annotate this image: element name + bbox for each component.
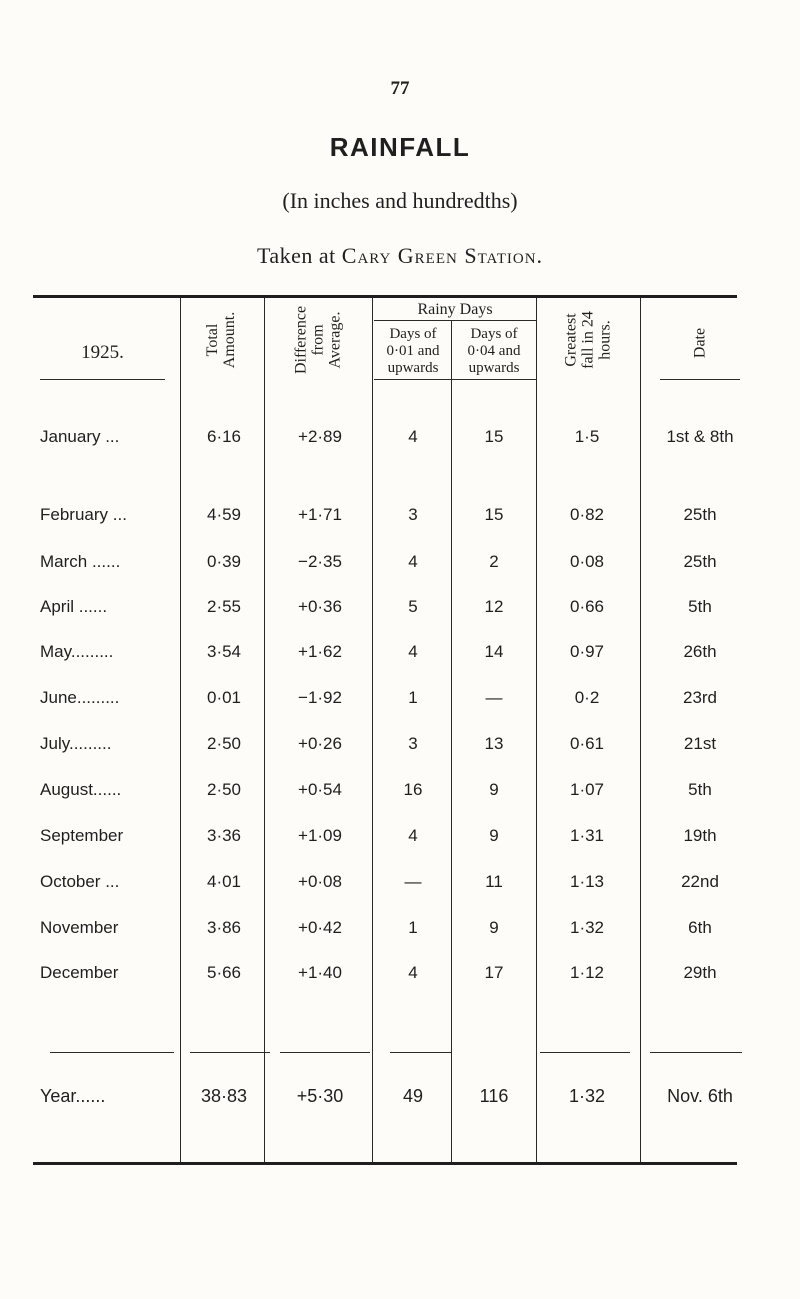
- station-prefix: Taken at: [256, 243, 342, 268]
- total-rule: [280, 1052, 370, 1053]
- header-rule: [660, 379, 740, 380]
- month-cell: September: [40, 826, 124, 845]
- date-cell: 23rd: [682, 688, 718, 707]
- table-row: [0, 872, 800, 902]
- days-004-cell: —: [485, 688, 503, 707]
- total-cell: 2·50: [206, 734, 242, 753]
- station-name: Cary Green Station.: [341, 243, 544, 268]
- table-row: [0, 826, 800, 856]
- days-004-cell: 9: [489, 918, 499, 937]
- total-rule: [50, 1052, 174, 1053]
- header-difference-line: from: [309, 324, 327, 356]
- month-cell: January ...: [40, 427, 120, 446]
- days-001-cell: 3: [408, 505, 418, 524]
- header-days-001-line: 0·01 and: [386, 343, 440, 359]
- days-004-cell: 14: [484, 642, 504, 661]
- year-greatest-cell: 1·32: [568, 1086, 606, 1106]
- date-cell: 5th: [688, 780, 712, 799]
- page-title: RAINFALL: [329, 132, 471, 162]
- header-total: [204, 312, 238, 368]
- greatest-cell: 0·82: [569, 505, 605, 524]
- header-difference-line: Difference: [292, 305, 310, 375]
- difference-cell: +1·71: [298, 505, 342, 524]
- total-cell: 2·55: [206, 597, 242, 616]
- month-cell: June.........: [40, 688, 120, 707]
- greatest-cell: 1·13: [569, 872, 605, 891]
- total-cell: 5·66: [206, 963, 242, 982]
- days-004-cell: 15: [484, 427, 504, 446]
- days-001-cell: 3: [408, 734, 418, 753]
- days-001-cell: 1: [408, 918, 418, 937]
- days-004-cell: 9: [489, 780, 499, 799]
- month-cell: August......: [40, 780, 122, 799]
- total-cell: 3·86: [206, 918, 242, 937]
- days-004-cell: 11: [485, 872, 503, 891]
- month-cell: November: [40, 918, 119, 937]
- days-001-cell: 4: [408, 963, 418, 982]
- days-004-cell: 2: [489, 552, 499, 571]
- days-004-cell: 15: [484, 505, 504, 524]
- total-cell: 2·50: [206, 780, 242, 799]
- greatest-cell: 0·08: [569, 552, 605, 571]
- difference-cell: +0·54: [298, 780, 342, 799]
- greatest-cell: 0·61: [569, 734, 605, 753]
- month-cell: October ...: [40, 872, 120, 891]
- date-cell: 5th: [688, 597, 712, 616]
- header-date: [692, 328, 709, 358]
- difference-cell: +1·62: [298, 642, 342, 661]
- difference-cell: +0·36: [298, 597, 342, 616]
- station-line: [0, 243, 800, 269]
- date-cell: 26th: [683, 642, 717, 661]
- days-001-cell: —: [404, 872, 422, 891]
- days-001-cell: 4: [408, 642, 418, 661]
- difference-cell: −1·92: [298, 688, 342, 707]
- table-row: [0, 552, 800, 582]
- table-row: [0, 597, 800, 627]
- header-days-001-line: upwards: [387, 360, 439, 376]
- total-rule: [390, 1052, 452, 1053]
- days-001-cell: 16: [403, 780, 423, 799]
- greatest-cell: 1·32: [569, 918, 605, 937]
- header-total-line: Total: [204, 323, 221, 357]
- date-cell: 19th: [683, 826, 717, 845]
- total-cell: 3·54: [206, 642, 242, 661]
- header-days-004: [452, 326, 536, 377]
- difference-cell: +0·26: [298, 734, 342, 753]
- table-row: [0, 734, 800, 764]
- header-difference-line: Average.: [326, 311, 344, 369]
- table-row: [0, 780, 800, 810]
- header-total-line: Amount.: [221, 311, 238, 369]
- month-cell: February ...: [40, 505, 127, 524]
- header-year: 1925.: [81, 342, 124, 363]
- greatest-cell: 0·2: [574, 688, 600, 707]
- total-rule: [650, 1052, 742, 1053]
- greatest-cell: 1·31: [569, 826, 605, 845]
- date-cell: 22nd: [681, 872, 719, 891]
- greatest-cell: 0·97: [569, 642, 605, 661]
- year-total-cell: 38·83: [200, 1086, 248, 1106]
- month-cell: April ......: [40, 597, 108, 616]
- days-004-cell: 12: [484, 597, 504, 616]
- table-row: [0, 642, 800, 672]
- header-days-004-line: upwards: [468, 360, 520, 376]
- table-row: [0, 688, 800, 718]
- table-top-rule: [33, 295, 737, 298]
- greatest-cell: 1·07: [569, 780, 605, 799]
- header-rule: [374, 379, 536, 380]
- difference-cell: +1·40: [298, 963, 342, 982]
- days-001-cell: 4: [408, 552, 418, 571]
- difference-cell: +0·42: [298, 918, 342, 937]
- year-difference-cell: +5·30: [296, 1086, 344, 1106]
- table-row: [0, 918, 800, 948]
- table-row: [0, 505, 800, 535]
- month-cell: July.........: [40, 734, 112, 753]
- header-date-line: Date: [691, 327, 709, 359]
- date-cell: 6th: [688, 918, 712, 937]
- year-days-004-cell: 116: [479, 1086, 509, 1106]
- table-row: [0, 963, 800, 993]
- header-greatest-line: fall in 24: [579, 311, 597, 369]
- subtitle: (In inches and hundredths): [282, 188, 518, 213]
- header-rainy-days: Rainy Days: [417, 301, 493, 318]
- month-cell: May.........: [40, 642, 114, 661]
- rainy-days-rule: [374, 320, 536, 321]
- total-cell: 3·36: [206, 826, 242, 845]
- greatest-cell: 0·66: [569, 597, 605, 616]
- header-greatest-line: Greatest: [562, 313, 580, 367]
- days-004-cell: 13: [484, 734, 504, 753]
- difference-cell: +1·09: [298, 826, 342, 845]
- difference-cell: +2·89: [298, 427, 342, 446]
- header-days-004-line: Days of: [470, 326, 518, 342]
- total-cell: 6·16: [206, 427, 242, 446]
- days-001-cell: 1: [408, 688, 418, 707]
- date-cell: 25th: [683, 552, 717, 571]
- table-row: [0, 427, 800, 457]
- month-cell: December: [40, 963, 119, 982]
- header-days-004-line: 0·04 and: [467, 343, 521, 359]
- year-total-row: [0, 1086, 800, 1116]
- greatest-cell: 1·12: [569, 963, 605, 982]
- header-days-001: [374, 326, 452, 377]
- difference-cell: −2·35: [298, 552, 342, 571]
- days-004-cell: 9: [489, 826, 499, 845]
- page-number: 77: [390, 78, 410, 99]
- header-difference: [293, 306, 344, 374]
- header-rule: [40, 379, 165, 380]
- year-label-cell: Year......: [40, 1086, 106, 1106]
- difference-cell: +0·08: [298, 872, 342, 891]
- total-cell: 4·01: [206, 872, 242, 891]
- greatest-cell: 1·5: [574, 427, 600, 446]
- days-001-cell: 4: [408, 826, 418, 845]
- total-cell: 0·39: [206, 552, 242, 571]
- days-001-cell: 4: [408, 427, 418, 446]
- table-bottom-rule: [33, 1162, 737, 1165]
- header-greatest-line: hours.: [596, 320, 614, 360]
- total-cell: 4·59: [206, 505, 242, 524]
- month-cell: March ......: [40, 552, 121, 571]
- date-cell: 29th: [683, 963, 717, 982]
- date-cell: 25th: [683, 505, 717, 524]
- date-cell: 1st & 8th: [666, 427, 734, 446]
- year-date-cell: Nov. 6th: [667, 1086, 733, 1106]
- days-001-cell: 5: [408, 597, 418, 616]
- date-cell: 21st: [683, 734, 717, 753]
- total-rule: [190, 1052, 270, 1053]
- days-004-cell: 17: [484, 963, 504, 982]
- header-greatest: [563, 311, 614, 369]
- header-days-001-line: Days of: [389, 326, 437, 342]
- year-days-001-cell: 49: [402, 1086, 424, 1106]
- total-rule: [540, 1052, 630, 1053]
- total-cell: 0·01: [206, 688, 242, 707]
